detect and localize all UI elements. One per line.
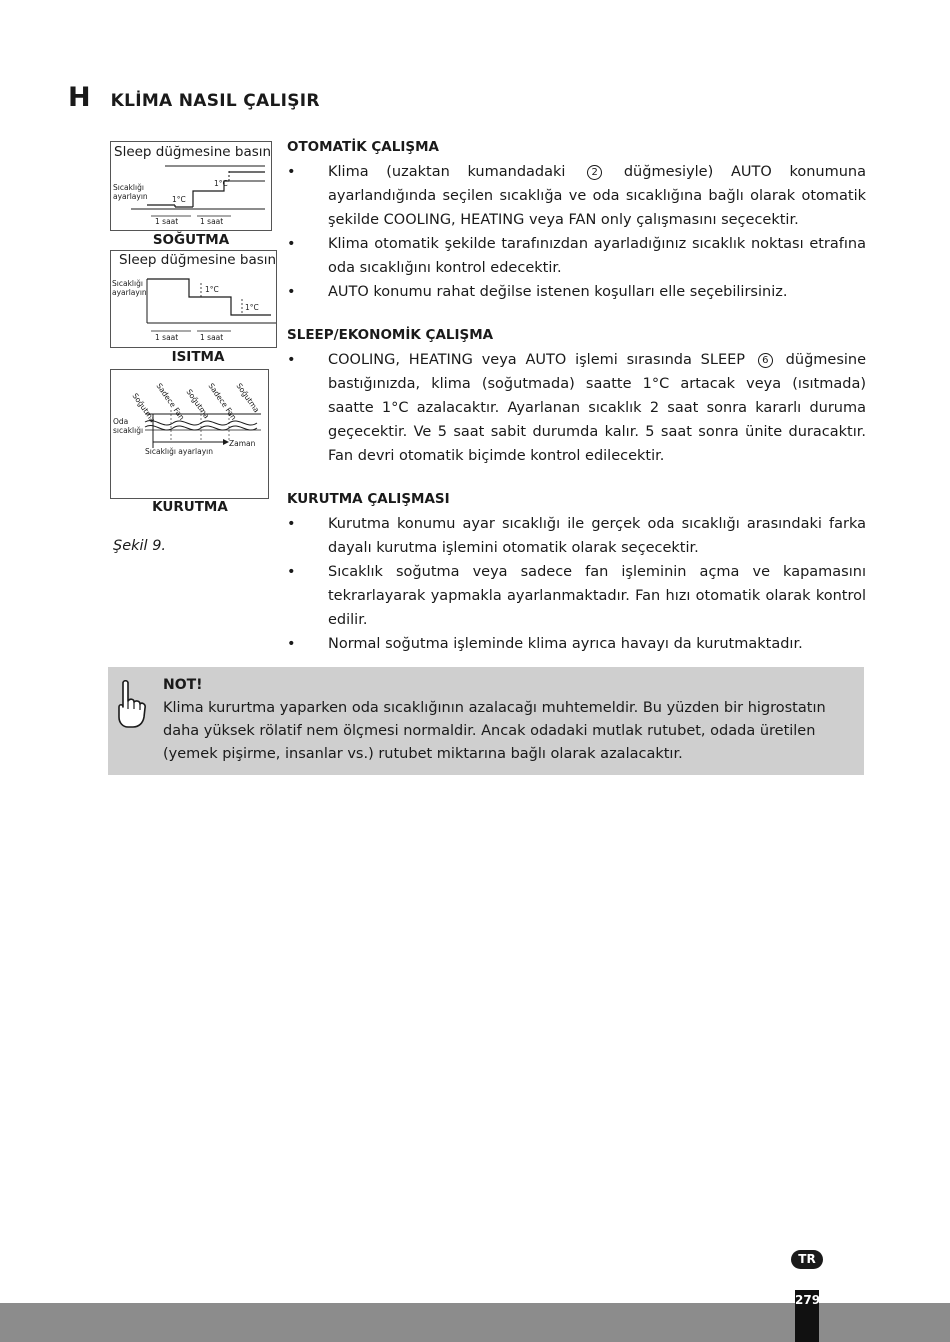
dry-section bbox=[287, 491, 866, 656]
figure-note: Şekil 9. bbox=[113, 538, 167, 554]
sleep-button-label: Sleep düğmesine basın bbox=[114, 144, 272, 160]
auto-item-3: AUTO konumu rahat değilse istenen koşulları elle seçebilirsiniz. bbox=[328, 284, 788, 300]
auto-title: OTOMATİK ÇALIŞMA bbox=[287, 139, 439, 155]
note-text: Klima kururtma yaparken oda sıcaklığının azalacağı muhtemeldir. Bu yüzden bir higrostatın daha yüksek rölatif nem ölçmesi normaldir. Ancak odadaki mutlak rutubet, odada üretilen (yemek pişirme, insanlar vs.) rutubet miktarına bağlı olarak azalacaktır. bbox=[163, 700, 826, 762]
note-box bbox=[108, 667, 864, 775]
list-item bbox=[287, 160, 866, 232]
list-item bbox=[287, 512, 866, 560]
dry-item-3: Normal soğutma işleminde klima ayrıca havayı da kurutmaktadır. bbox=[328, 636, 803, 652]
section-letter: H bbox=[68, 82, 91, 113]
sleep-button-label: Sleep düğmesine basın bbox=[119, 252, 277, 268]
list-item bbox=[287, 632, 866, 656]
section-title: KLİMA NASIL ÇALIŞIR bbox=[110, 91, 320, 111]
drying-phase-label: Soğutma bbox=[130, 391, 158, 425]
step-label: 1°C bbox=[172, 195, 186, 204]
drying-phase-label: Sadece Fan bbox=[206, 381, 239, 422]
set-temperature-label: Sıcaklığı ayarlayın bbox=[113, 183, 148, 201]
bullet: • bbox=[287, 516, 296, 532]
note-title: NOT! bbox=[163, 677, 203, 693]
step-label: 1°C bbox=[205, 285, 219, 294]
bullet: • bbox=[287, 352, 296, 368]
list-item bbox=[287, 232, 866, 280]
remote-button-number: 2 bbox=[587, 165, 602, 180]
sleep-title: SLEEP/EKONOMİK ÇALIŞMA bbox=[287, 327, 494, 343]
language-badge: TR bbox=[791, 1250, 823, 1269]
heating-caption: ISITMA bbox=[171, 349, 225, 365]
room-temperature-label: Oda sıcaklığı bbox=[113, 417, 144, 435]
set-temperature-label: Sıcaklığı ayarlayın bbox=[145, 447, 213, 456]
bullet: • bbox=[287, 636, 296, 652]
bullet: • bbox=[287, 564, 296, 580]
content-column bbox=[287, 139, 866, 679]
step-label: 1°C bbox=[245, 303, 259, 312]
set-temperature-label: Sıcaklığı ayarlayın bbox=[112, 279, 147, 297]
drying-phase-label: Soğutma bbox=[234, 381, 262, 415]
drying-diagram bbox=[110, 369, 269, 499]
auto-item-1a: Klima (uzaktan kumandadaki bbox=[328, 164, 566, 180]
hour-label: 1 saat bbox=[200, 333, 224, 342]
bullet: • bbox=[287, 164, 296, 180]
dry-item-2: Sıcaklık soğutma veya sadece fan işleminin açma ve kapamasını tekrarlayarak yapmakla ayarlanmaktadır. Fan hızı otomatik olarak kontrol edilir. bbox=[328, 564, 866, 628]
section-heading bbox=[68, 82, 320, 113]
hour-label: 1 saat bbox=[155, 217, 179, 226]
bullet: • bbox=[287, 236, 296, 252]
auto-section bbox=[287, 139, 866, 304]
list-item bbox=[287, 560, 866, 632]
auto-item-2: Klima otomatik şekilde tarafınızdan ayarladığınız sıcaklık noktası etrafına oda sıcaklığını kontrol edecektir. bbox=[328, 236, 866, 276]
pointing-hand-icon bbox=[114, 679, 148, 731]
drying-caption: KURUTMA bbox=[152, 499, 228, 515]
dry-item-1: Kurutma konumu ayar sıcaklığı ile gerçek oda sıcaklığı arasındaki farka dayalı kurutma işlemini otomatik olarak seçecektir. bbox=[328, 516, 866, 556]
hour-label: 1 saat bbox=[200, 217, 224, 226]
step-label: 1°C bbox=[214, 179, 228, 188]
heating-diagram bbox=[110, 250, 277, 348]
list-item bbox=[287, 348, 866, 468]
dry-title: KURUTMA ÇALIŞMASI bbox=[287, 491, 450, 507]
sleep-item-1b: düğmesine bastığınızda, klima (soğutmada) saatte 1°C artacak veya (ısıtmada) saatte 1°C azalacaktır. Ayarlanan sıcaklık 2 saat sonra kararlı duruma geçecektir. Ve 5 saat sabit durumda kalır. 5 saat sonra ünite duracaktır. Fan devri otomatik biçimde kontrol edilecektir. bbox=[328, 352, 867, 464]
drying-phase-label: Soğutma bbox=[184, 387, 212, 421]
remote-button-number: 6 bbox=[758, 353, 773, 368]
time-label: Zaman bbox=[229, 439, 256, 448]
cooling-diagram bbox=[110, 141, 272, 231]
auto-item-1b: düğmesiyle) AUTO konumuna ayarlandığında seçilen sıcaklığa ve oda sıcaklığına bağlı olarak otomatik şekilde COOLING, HEATING veya FAN only çalışmasını seçecektir. bbox=[328, 164, 866, 228]
cooling-caption: SOĞUTMA bbox=[152, 232, 230, 248]
sleep-section bbox=[287, 327, 866, 468]
drying-phase-label: Sadece Fan bbox=[154, 381, 187, 422]
bullet: • bbox=[287, 284, 296, 300]
hour-label: 1 saat bbox=[155, 333, 179, 342]
list-item bbox=[287, 280, 866, 304]
sleep-item-1a: COOLING, HEATING veya AUTO işlemi sırasında SLEEP bbox=[328, 352, 746, 368]
page-number: 279 bbox=[795, 1290, 819, 1342]
